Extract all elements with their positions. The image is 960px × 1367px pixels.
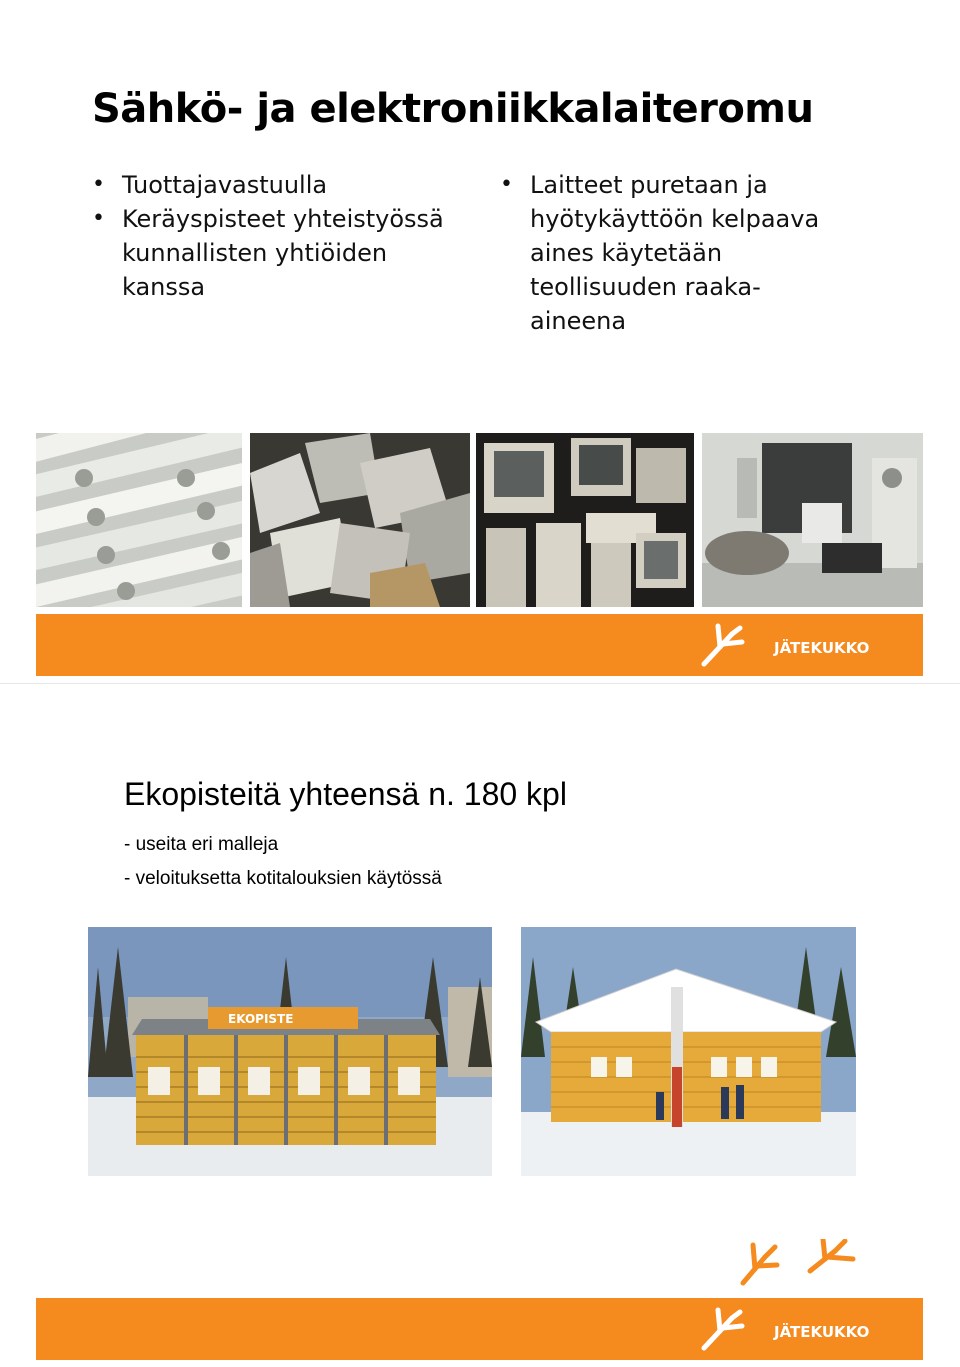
logo-text: JÄTEKUKKO [774,1323,870,1341]
photo-ecopoint-shelter [521,927,856,1176]
bird-footprints-decoration [735,1239,865,1289]
photo-old-computers [476,433,694,607]
logo-text: JÄTEKUKKO [774,639,870,657]
bullet-list-right [500,168,820,338]
bullet-list-left [92,168,462,304]
brand-footer-bar [36,614,923,676]
photo-small-electronics [702,433,923,607]
bird-footprint-icon [696,620,746,670]
jatekukko-logo [772,632,882,662]
ecopoint-sign-text: EKOPISTE [228,1012,294,1026]
photo-fluorescent-tubes [36,433,242,607]
bird-footprint-icon [696,1304,746,1354]
bullet-item: • Laitteet puretaan ja hyötykäyttöön kelpaava aines käytetään teollisuuden raaka-aineena [500,168,820,338]
bullet-item: • Tuottajavastuulla [92,168,462,202]
slide-2 [0,684,960,1367]
slide-title: Sähkö- ja elektroniikkalaiteromu [92,86,814,132]
jatekukko-logo [772,1316,882,1346]
photo-ecopoint-containers [88,927,492,1176]
info-line: - veloituksetta kotitalouksien käytössä [124,868,442,889]
info-line: - useita eri malleja [124,834,279,855]
slide-title: Ekopisteitä yhteensä n. 180 kpl [124,776,567,812]
bullet-item: • Keräyspisteet yhteistyössä kunnallisten yhtiöiden kanssa [92,202,462,304]
photo-metal-appliances [250,433,470,607]
slide-1 [0,0,960,683]
brand-footer-bar [36,1298,923,1360]
